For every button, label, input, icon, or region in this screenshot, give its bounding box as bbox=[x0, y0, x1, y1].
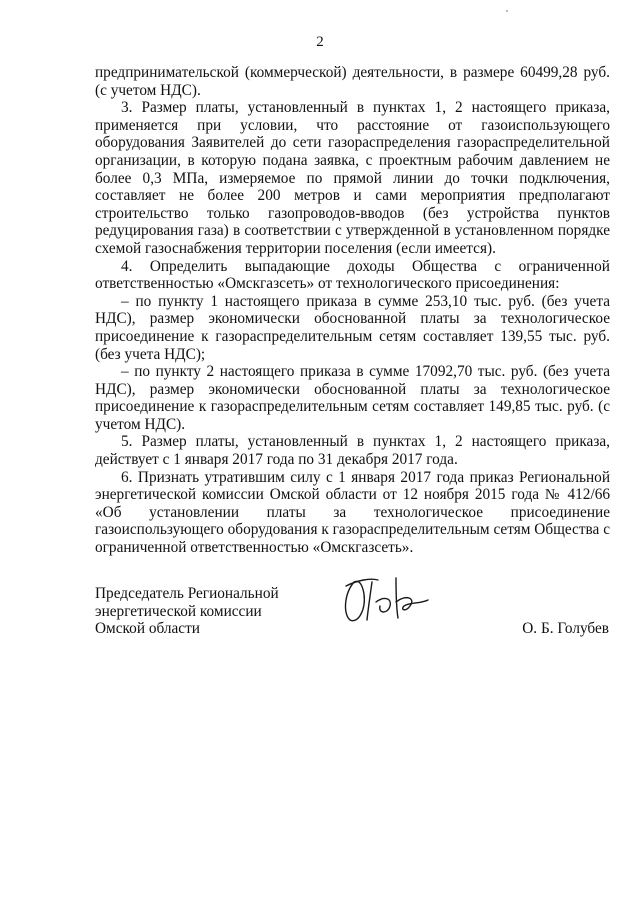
signer-name: О. Б. Голубев bbox=[522, 620, 609, 637]
paragraph-item-5: 5. Размер платы, установленный в пунктах 1, 2 настоящего приказа, действует с 1 января 2017 года по 31 декабря 2017 года. bbox=[95, 433, 610, 469]
paragraph-item-3: 3. Размер платы, установленный в пунктах 1, 2 настоящего приказа, применяется при условии, что расстояние от газоиспользующего оборудования Заявителей до сети газораспределения газораспределительной организации, в которую подана заявка, с проектным рабочим давлением не более 0,3 МПа, измеряемое по прямой линии до точки подключения, составляет не более 200 метров и сами мероприятия предполагают строительство только газопроводов-вводов (без устройства пунктов редуцирования газа) в соответствии с утвержденной в установленном порядке схемой газоснабжения территории поселения (если имеется). bbox=[95, 99, 610, 257]
document-body bbox=[95, 64, 610, 557]
signature-block bbox=[95, 585, 279, 638]
page-number: 2 bbox=[316, 34, 324, 50]
handwritten-signature bbox=[340, 572, 432, 624]
signer-position-line-3: Омской области bbox=[95, 620, 200, 638]
paragraph-item-4-point-2: – по пункту 2 настоящего приказа в сумме 17092,70 тыс. руб. (без учета НДС), размер экономически обоснованной платы за технологическое присоединение к газораспределительным сетям составляет 149,85 тыс. руб. (с учетом НДС). bbox=[95, 363, 610, 433]
paragraph-item-6: 6. Признать утратившим силу с 1 января 2017 года приказ Региональной энергетической комиссии Омской области от 12 ноября 2015 года № 412/66 «Об установлении платы за технологическое присоединение газоиспользующего оборудования к газораспределительным сетям Общества с ограниченной ответственностью «Омскгазсеть». bbox=[95, 468, 610, 557]
paragraph-item-4-point-1: – по пункту 1 настоящего приказа в сумме 253,10 тыс. руб. (без учета НДС), размер экономически обоснованной платы за технологическое присоединение к газораспределительным сетям составляет 139,55 тыс. руб. (без учета НДС); bbox=[95, 292, 610, 363]
signer-position-line-2: энергетической комиссии bbox=[95, 602, 262, 620]
paragraph-item-4: 4. Определить выпадающие доходы Общества с ограниченной ответственностью «Омскгазсеть» от технологического присоединения: bbox=[95, 257, 610, 293]
paragraph-continuation: предпринимательской (коммерческой) деятельности, в размере 60499,28 руб. (с учетом НДС). bbox=[95, 64, 610, 99]
signer-position-line-1: Председатель Региональной bbox=[95, 585, 279, 602]
scan-speck bbox=[506, 10, 508, 12]
